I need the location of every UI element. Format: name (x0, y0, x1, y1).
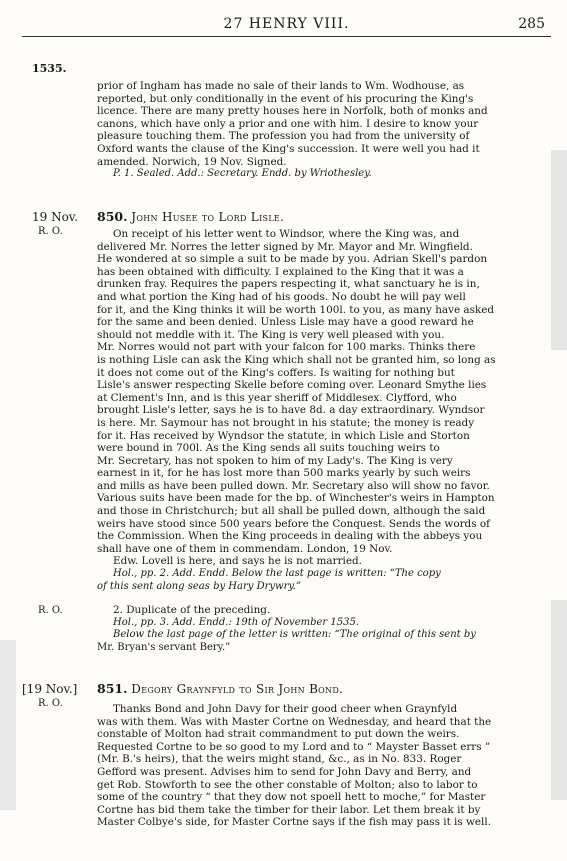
page-number: 285 (518, 16, 545, 32)
text-line: (Mr. B.'s heirs), that the weirs might stand, &c., as in No. 833. Roger (97, 753, 462, 766)
duplicate-note: Hol., pp. 3. Add. Endd.: 19th of November 1535. (113, 616, 359, 628)
text-line: it does not come out of the King's coffers. Is waiting for nothing but (97, 366, 455, 379)
entry-850-date: 19 Nov. (32, 210, 78, 224)
entry-850-ref: R. O. (38, 226, 63, 237)
text-line: is here. Mr. Saymour has not brought in his statute; the money is ready (97, 416, 475, 429)
endorsement-note-cont: of this sent along seas by Hary Drywry.” (97, 580, 301, 592)
text-line: canons, which have only a prior and one with him. I desire to know your (97, 117, 479, 130)
text-line: Oxford wants the clause of the King's succession. It were well you had it (97, 142, 480, 155)
entry-850-heading (97, 209, 284, 224)
text-line: is nothing Lisle can ask the King which shall not be granted him, so long as (97, 353, 496, 366)
text-line: Gefford was present. Advises him to send for John Davy and Berry, and (97, 765, 472, 778)
text-line: for the same and been denied. Unless Lisle may have a good reward he (97, 316, 474, 329)
entry-850-body (97, 228, 537, 593)
entry-851-date: [19 Nov.] (22, 682, 78, 696)
text-line: Thanks Bond and John Davy for their good cheer when Graynfyld (113, 703, 458, 715)
text-line: constable of Molton had strait commandment to put down the weirs. (97, 728, 460, 741)
text-line: reported, but only conditionally in the event of his procuring the King's (97, 92, 474, 105)
text-line: at Clement's Inn, and is this year sheriff of Middlesex. Clyfford, who (97, 391, 457, 404)
text-line: amended. Norwich, 19 Nov. Signed. (97, 155, 287, 168)
text-line: earnest in it, for he has lost more than 500 marks yearly by such weirs (97, 467, 471, 480)
text-line: for it, and the King thinks it will be worth 100l. to you, as many have asked (97, 303, 495, 316)
text-line: weirs have stood since 500 years before the Conquest. Sends the words of (97, 517, 490, 530)
postscript: Edw. Lovell is here, and says he is not married. (113, 555, 362, 568)
running-title: 27 HENRY VIII. (223, 16, 350, 32)
text-line: drunken fray. Requires the papers respecting it, what sanctuary he is in, (97, 278, 480, 291)
continuation-note: P. 1. Sealed. Add.: Secretary. Endd. by Wriothesley. (113, 168, 372, 180)
entry-850-title: John Husee to Lord Lisle. (131, 210, 285, 224)
text-line: Lisle's answer respecting Skelle before coming over. Leonard Smythe lies (97, 379, 487, 392)
text-line: was with them. Was with Master Cortne on Wednesday, and heard that the (97, 715, 492, 728)
duplicate-ref: R. O. (38, 605, 63, 616)
text-line: Mr. Secretary, has not spoken to him of my Lady's. The King is very (97, 454, 453, 467)
entry-851-ref: R. O. (38, 698, 63, 709)
entry-850-number: 850. (97, 209, 128, 224)
text-line: brought Lisle's letter, says he is to have 8d. a day extraordinary. Wyndsor (97, 404, 485, 417)
text-line: licence. There are many pretty houses here in Norfolk, both of monks and (97, 105, 488, 118)
text-line: Cortne has bid them take the timber for their labor. Let them break it by (97, 803, 481, 816)
text-line: Requested Cortne to be so good to my Lord and to “ Mayster Basset errs ” (97, 740, 491, 753)
duplicate-text: 2. Duplicate of the preceding. (113, 604, 271, 616)
text-line: were bound in 700l. As the King sends all suits touching weirs to (97, 442, 440, 455)
text-line: shall have one of them in commendam. London, 19 Nov. (97, 542, 393, 555)
endorsement-note: Hol., pp. 2. Add. Endd. Below the last page is written: “The copy (113, 568, 441, 580)
page-header (22, 14, 551, 37)
text-line: On receipt of his letter went to Windsor, where the King was, and (113, 228, 460, 240)
text-line: has been obtained with difficulty. I explained to the King that it was a (97, 265, 464, 278)
text-line: and what portion the King had of his goods. No doubt he will pay well (97, 290, 466, 303)
text-line: for it. Has received by Wyndsor the statute, in which Lisle and Storton (97, 429, 470, 442)
text-line: and those in Christchurch; but all shall be pulled down, although the said (97, 505, 486, 518)
left-edge-watermark (0, 640, 16, 810)
right-edge-watermark (551, 150, 567, 350)
text-line: prior of Ingham has made no sale of their lands to Wm. Wodhouse, as (97, 80, 465, 92)
text-line: get Rob. Stowforth to see the other constable of Molton; also to labor to (97, 778, 478, 791)
entry-851-title: Degory Graynfyld to Sir John Bond. (131, 682, 344, 696)
text-line: Mr. Norres would not part with your falcon for 100 marks. Thinks there (97, 341, 476, 354)
entry-851-number: 851. (97, 681, 128, 696)
text-line: and mills as have been pulled down. Mr. Secretary also will show no favor. (97, 479, 490, 492)
duplicate-note-3: Mr. Bryan's servant Bery.” (97, 641, 231, 653)
right-edge-watermark-lower (551, 600, 567, 800)
continuation-text (97, 80, 537, 181)
text-line: some of the country “ that they dow not spoell hett to moche,” for Master (97, 791, 486, 804)
year-label: 1535. (32, 62, 67, 75)
text-line: Master Colbye's side, for Master Cortne says if the fish may pass it is well. (97, 816, 492, 829)
entry-851-heading (97, 681, 343, 696)
text-line: the Commission. When the King proceeds in dealing with the abbeys you (97, 530, 483, 543)
text-line: He wondered at so simple a suit to be made by you. Adrian Skell's pardon (97, 253, 488, 266)
text-line: delivered Mr. Norres the letter signed by Mr. Mayor and Mr. Wingfield. (97, 240, 473, 253)
text-line: should not meddle with it. The King is very well pleased with you. (97, 328, 445, 341)
text-line: pleasure touching them. The profession you had from the university of (97, 130, 470, 143)
duplicate-block (97, 604, 537, 654)
duplicate-note-2: Below the last page of the letter is written: “The original of this sent by (113, 629, 476, 641)
entry-851-body (97, 703, 537, 829)
text-line: Various suits have been made for the bp. of Winchester's weirs in Hampton (97, 492, 495, 505)
